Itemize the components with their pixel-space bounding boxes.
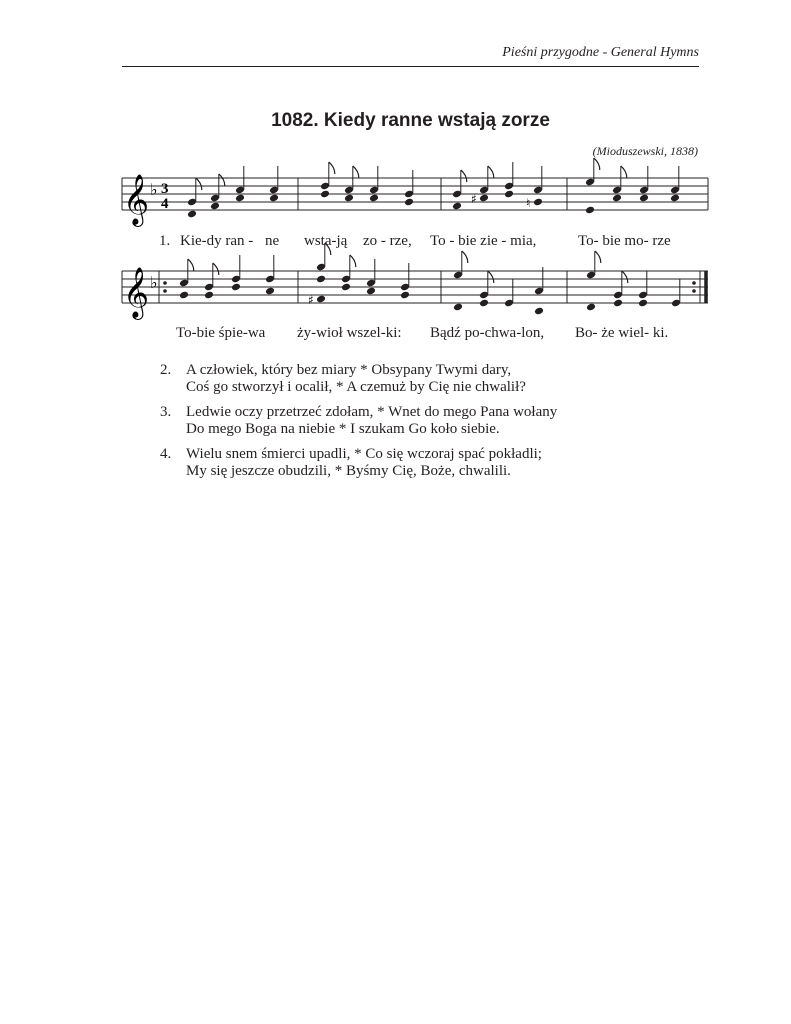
chord — [369, 166, 379, 202]
notehead — [316, 275, 326, 284]
natural-icon: ♮ — [526, 196, 531, 210]
notehead — [369, 194, 379, 203]
eighth-flag — [350, 255, 356, 267]
verse-2 — [160, 362, 557, 395]
chord — [231, 255, 241, 291]
notehead — [613, 299, 623, 308]
eighth-flag — [621, 166, 627, 178]
lyric-syllable: Bo- że wiel- ki. — [575, 325, 669, 341]
chord — [479, 271, 494, 307]
hymn-title: 1082. Kiedy ranne wstają zorze — [271, 110, 550, 131]
chord — [187, 178, 202, 218]
chord — [613, 271, 628, 307]
notehead — [366, 287, 376, 296]
notehead — [316, 295, 326, 304]
treble-clef-icon: 𝄞 — [123, 267, 150, 318]
chord — [265, 255, 275, 295]
lyric-syllable: zo - rze, — [363, 233, 412, 249]
header-rule — [122, 66, 699, 67]
notehead — [534, 307, 544, 316]
lyric-syllable: To - bie zie - mia, — [430, 233, 537, 249]
chord — [320, 162, 335, 198]
chord — [453, 251, 468, 311]
notehead — [341, 283, 351, 292]
notehead — [479, 194, 489, 203]
chord — [366, 259, 376, 295]
time-signature-top: 3 — [161, 181, 169, 197]
eighth-flag — [219, 174, 225, 186]
eighth-flag — [188, 259, 194, 271]
hymn-attribution: (Mioduszewski, 1838) — [592, 144, 698, 158]
eighth-flag — [461, 170, 467, 182]
lyric-syllable: To- bie mo- rze — [578, 233, 671, 249]
chord — [452, 170, 467, 210]
lyric-syllable: ne — [265, 233, 280, 249]
staff-lines — [122, 178, 708, 210]
verse-line: Coś go stworzył i ocalił, * A czemuż by Cię nie chwalił? — [186, 378, 526, 395]
notehead — [404, 198, 414, 207]
notehead — [638, 299, 648, 308]
eighth-flag — [213, 263, 219, 275]
chord — [204, 263, 219, 299]
notehead — [265, 287, 275, 296]
chord — [612, 166, 627, 202]
notehead — [204, 291, 214, 300]
chord — [341, 255, 356, 291]
verse-line: My się jeszcze obudzili, * Byśmy Cię, Boże, chwalili. — [186, 462, 511, 479]
lyrics-line-2 — [0, 325, 791, 345]
notehead — [585, 206, 595, 215]
notes — [187, 158, 680, 218]
chord — [504, 279, 514, 307]
flat-sign-icon: ♭ — [150, 180, 158, 199]
lyric-syllable: wsta-ją — [304, 233, 348, 249]
verse-line: Do mego Boga na niebie * I szukam Go koło siebie. — [186, 420, 500, 437]
verse-4 — [160, 446, 557, 479]
verse-number-1: 1. — [159, 233, 171, 249]
chord — [671, 279, 681, 307]
notehead — [533, 198, 543, 207]
notehead — [586, 303, 596, 312]
sharp-icon: ♯ — [471, 192, 477, 206]
lyrics-line-1 — [0, 233, 791, 253]
chord — [404, 170, 414, 206]
notehead — [504, 190, 514, 199]
lyric-syllable: Kie-dy ran - — [180, 233, 254, 249]
lyric-syllable: ży-wioł wszel-ki: — [297, 325, 402, 341]
verse-number: 2. — [160, 362, 172, 378]
eighth-flag — [329, 162, 335, 174]
sharp-icon: ♯ — [308, 293, 314, 307]
verse-number: 4. — [160, 446, 172, 462]
notehead — [479, 299, 489, 308]
chord — [638, 271, 648, 307]
treble-clef-icon: 𝄞 — [123, 174, 150, 225]
chord — [210, 174, 225, 210]
lyric-syllable: To-bie śpie-wa — [176, 325, 266, 341]
flat-sign-icon: ♭ — [150, 273, 158, 292]
notehead — [210, 202, 220, 211]
chord — [586, 251, 601, 311]
additional-verses — [160, 362, 557, 488]
notehead — [235, 194, 245, 203]
verse-line: Ledwie oczy przetrzeć zdołam, * Wnet do mego Pana wołany — [186, 404, 558, 420]
notehead — [453, 303, 463, 312]
verse-number: 3. — [160, 404, 172, 420]
eighth-flag — [488, 166, 494, 178]
music-staff-2 — [0, 263, 791, 318]
eighth-flag — [196, 178, 202, 190]
chord — [344, 166, 359, 202]
eighth-flag — [488, 271, 494, 283]
chord — [526, 166, 543, 210]
eighth-flag — [622, 271, 628, 283]
verse-line: Wielu snem śmierci upadli, * Co się wczoraj spać pokładli; — [186, 446, 542, 462]
verse-3 — [160, 404, 557, 437]
notehead — [231, 283, 241, 292]
notehead — [179, 291, 189, 300]
music-staff-1 — [0, 170, 791, 225]
running-head: Pieśni przygodne - General Hymns — [502, 45, 699, 60]
chord — [235, 166, 245, 202]
notehead — [187, 210, 197, 219]
verse-line: A człowiek, który bez miary * Obsypany Twymi dary, — [186, 362, 512, 378]
chord — [504, 162, 514, 198]
eighth-flag — [594, 158, 600, 170]
notehead — [452, 202, 462, 211]
time-signature-bottom: 4 — [161, 196, 169, 212]
chord — [639, 166, 649, 202]
chord — [269, 166, 279, 202]
notehead — [320, 190, 330, 199]
chord — [400, 263, 410, 299]
notehead — [612, 194, 622, 203]
notehead — [344, 194, 354, 203]
notehead — [269, 194, 279, 203]
notehead — [670, 194, 680, 203]
notehead — [400, 291, 410, 300]
chord — [534, 267, 544, 315]
eighth-flag — [353, 166, 359, 178]
notehead — [639, 194, 649, 203]
chord — [670, 166, 680, 202]
lyric-syllable: Bądź po-chwa-lon, — [430, 325, 545, 341]
